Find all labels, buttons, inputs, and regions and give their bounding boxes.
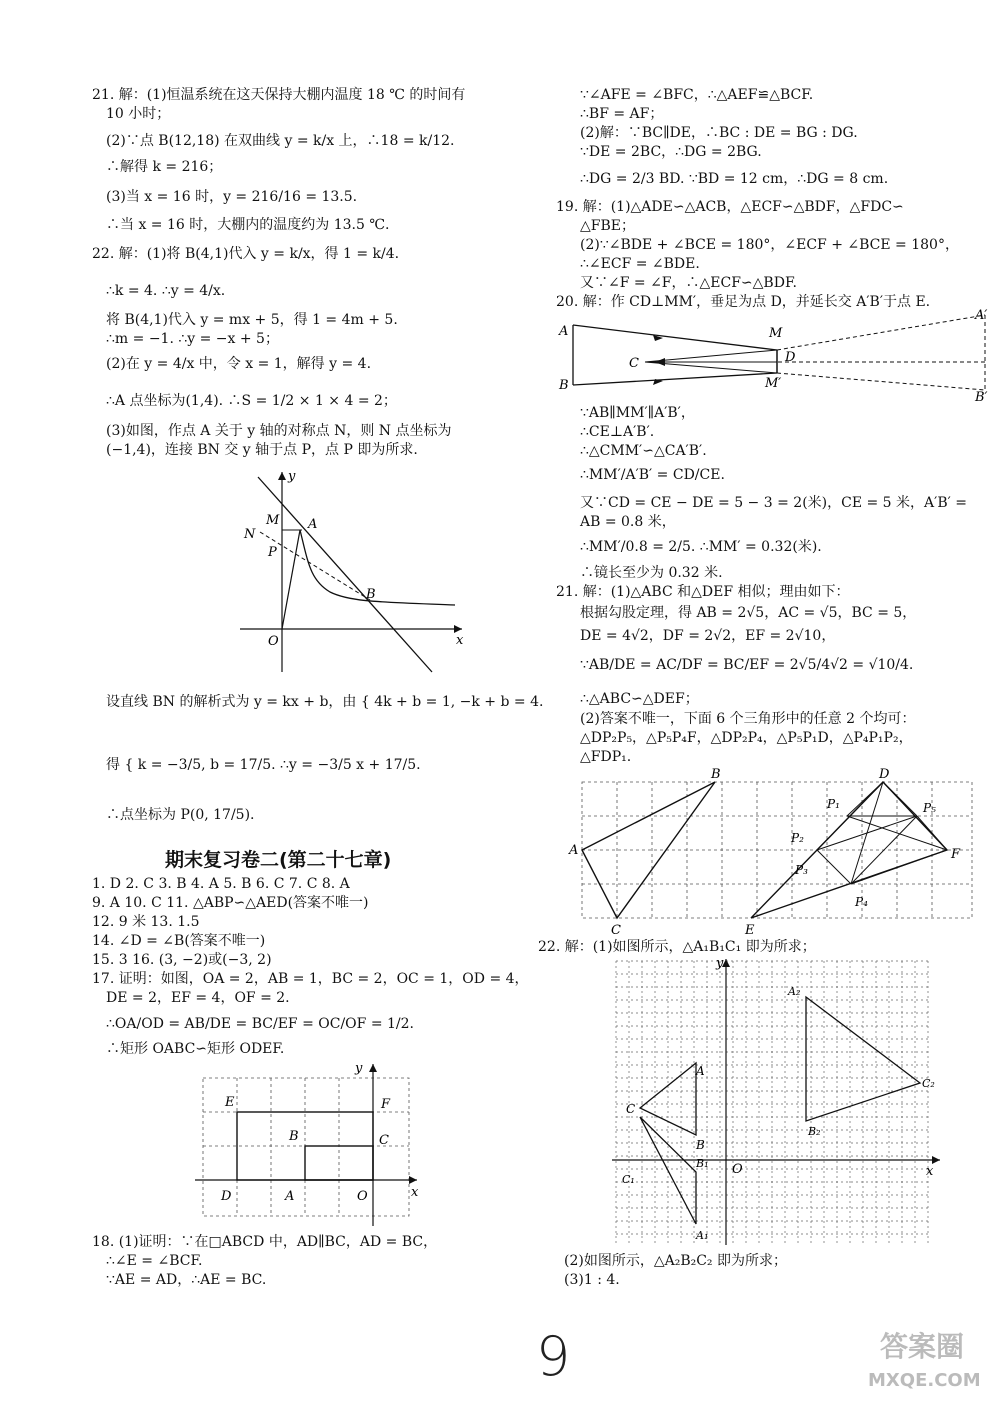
svg-text:D: D [221,1189,232,1204]
text-line: 22. 解：(1)将 B(4,1)代入 y = k/x，得 1 = k/4. [92,246,400,262]
text-line: 将 B(4,1)代入 y = mx + 5，得 1 = 4m + 5. [106,312,398,328]
svg-text:A₁: A₁ [696,1229,709,1242]
svg-text:B: B [289,1129,299,1144]
text-line: ∵AB∥MM′∥A′B′， [580,405,695,421]
svg-text:C: C [626,1102,636,1116]
text-line: ∴A 点坐标为(1,4). ∴S = 1/2 × 1 × 4 = 2； [106,393,397,409]
svg-text:C₂: C₂ [922,1077,935,1090]
answer-line: 14. ∠D = ∠B(答案不唯一) [92,933,266,949]
text-line: △DP₂P₅，△P₅P₄F，△DP₂P₄，△P₅P₁D，△P₄P₁P₂， [580,730,913,746]
svg-text:O: O [268,634,279,649]
rectangle-grid-figure [195,1058,435,1228]
text-line: ∴BF = AF； [580,106,664,122]
svg-text:F: F [381,1097,391,1112]
text-line: DE = 4√2，DF = 2√2，EF = 2√10， [580,628,836,644]
svg-text:A: A [559,324,569,339]
page-number: 9 [536,1325,571,1388]
svg-text:O: O [732,1162,743,1177]
svg-text:B: B [696,1138,705,1152]
svg-text:M′: M′ [765,376,782,391]
answer-line: ∴OA/OD = AB/DE = BC/EF = OC/OF = 1/2. [106,1016,414,1032]
answer-line: 12. 9 米 13. 1.5 [92,914,200,930]
svg-text:N: N [244,527,256,542]
svg-text:P₁: P₁ [827,797,840,811]
svg-text:A: A [696,1064,705,1078]
text-line: 得 { k = −3/5, b = 17/5. ∴y = −3/5 x + 17/5. [106,757,421,773]
svg-text:B₁: B₁ [696,1157,709,1170]
text-line: 19. 解：(1)△ADE∽△ACB，△ECF∽△BDF，△FDC∽ [556,199,904,215]
text-line: △FDP₁. [580,749,632,765]
similar-triangles-grid [565,768,980,943]
svg-text:M: M [769,326,783,341]
svg-text:P₃: P₃ [795,863,808,877]
svg-text:y: y [288,469,296,484]
text-line: AB = 0.8 米， [580,514,676,530]
svg-text:P₄: P₄ [855,895,868,909]
text-line: ∴解得 k = 216； [106,159,223,175]
text-line: ∴DG = 2/3 BD. ∵BD = 12 cm，∴DG = 8 cm. [580,171,889,187]
section-title: 期末复习卷二(第二十七章) [165,849,392,871]
answer-line: 9. A 10. C 11. △ABP∽△AED(答案不唯一) [92,895,369,911]
answer-line: ∴矩形 OABC∽矩形 ODEF. [106,1041,285,1057]
svg-text:A₂: A₂ [788,985,801,998]
answer-line: 15. 3 16. (3, −2)或(−3, 2) [92,952,272,968]
text-line: (2)在 y = 4/x 中，令 x = 1，解得 y = 4. [106,356,372,372]
text-line: ∴∠ECF = ∠BDE. [580,256,700,272]
text-line: 设直线 BN 的解析式为 y = kx + b，由 { 4k + b = 1, −k + b = 4. [106,694,544,710]
text-line: (−1,4)，连接 BN 交 y 轴于点 P，点 P 即为所求. [106,442,418,458]
svg-text:C₁: C₁ [622,1173,635,1186]
text-line: 又∵CD = CE − DE = 5 − 3 = 2(米)，CE = 5 米，A′B′ = [580,495,967,511]
svg-text:y: y [355,1061,363,1076]
text-line: (2)∵点 B(12,18) 在双曲线 y = k/x 上，∴18 = k/12. [106,133,455,149]
svg-text:x: x [411,1185,419,1200]
text-line: ∴△CMM′∽△CA′B′. [580,443,707,459]
answer-line: 17. 证明：如图，OA = 2，AB = 1，BC = 2，OC = 1，OD = 4， [92,971,529,987]
transformation-grid [610,955,945,1255]
svg-text:A′: A′ [975,308,988,323]
svg-text:F: F [951,847,961,862]
text-line: ∴m = −1. ∴y = −x + 5； [106,331,279,347]
svg-text:D: D [879,768,890,782]
text-line: (2)答案不唯一，下面 6 个三角形中的任意 2 个均可： [580,711,916,727]
svg-text:P₂: P₂ [791,831,804,845]
svg-text:B: B [559,378,569,393]
answer-line: DE = 2，EF = 4，OF = 2. [106,990,290,1006]
text-line: ∴∠E = ∠BCF. [106,1253,203,1269]
text-line: ∴当 x = 16 时，大棚内的温度约为 13.5 ℃. [106,217,390,233]
svg-text:B′: B′ [975,390,988,405]
svg-text:A: A [285,1189,295,1204]
svg-text:B₂: B₂ [808,1125,821,1138]
svg-text:C: C [379,1133,389,1148]
svg-text:y: y [716,956,724,971]
svg-text:x: x [456,633,464,648]
text-line: ∴点坐标为 P(0, 17/5). [106,807,255,823]
svg-text:P₅: P₅ [923,801,936,815]
text-line: ∵∠AFE = ∠BFC，∴△AEF≌△BCF. [580,87,814,103]
svg-text:E: E [745,923,755,938]
svg-text:x: x [926,1164,934,1179]
text-line: ∵DE = 2BC，∴DG = 2BG. [580,144,762,160]
text-line: ∴镜长至少为 0.32 米. [580,565,723,581]
text-line: (3)1 : 4. [564,1272,620,1288]
text-line: 又∵∠F = ∠F，∴△ECF∽△BDF. [580,275,797,291]
svg-text:P: P [268,545,277,560]
mirror-figure [555,305,995,405]
text-line: ∴CE⊥A′B′. [580,424,655,440]
text-line: (3)当 x = 16 时，y = 216/16 = 13.5. [106,189,358,205]
text-line: 21. 解：(1)恒温系统在这天保持大棚内温度 18 ℃ 的时间有 [92,87,466,103]
svg-text:E: E [225,1095,235,1110]
text-line: (3)如图，作点 A 关于 y 轴的对称点 N，则 N 点坐标为 [106,423,452,439]
text-line: ∴MM′/0.8 = 2/5. ∴MM′ = 0.32(米). [580,539,822,555]
text-line: △FBE； [580,218,635,234]
svg-text:O: O [357,1189,368,1204]
watermark-logo-text: 答案圈 [880,1330,965,1363]
text-line: 21. 解：(1)△ABC 和△DEF 相似；理由如下： [556,584,850,600]
hyperbola-graph [230,462,470,682]
text-line: 10 小时； [106,106,171,122]
text-line: ∵AB/DE = AC/DF = BC/EF = 2√5/4√2 = √10/4. [580,657,914,673]
text-line: (2)解：∵BC∥DE，∴BC : DE = BG : DG. [580,125,858,141]
text-line: ∵AE = AD，∴AE = BC. [106,1272,267,1288]
svg-text:B: B [366,587,376,602]
text-line: 22. 解：(1)如图所示，△A₁B₁C₁ 即为所求； [538,939,816,955]
text-line: ∴△ABC∽△DEF； [580,691,699,707]
text-line: 根据勾股定理，得 AB = 2√5，AC = √5，BC = 5， [580,605,917,621]
svg-text:A: A [308,517,318,532]
text-line: (2)如图所示，△A₂B₂C₂ 即为所求； [564,1253,787,1269]
svg-text:M: M [266,513,280,528]
svg-text:A: A [569,843,579,858]
text-line: 18. (1)证明：∵在□ABCD 中，AD∥BC，AD = BC， [92,1234,438,1250]
text-line: ∴MM′/A′B′ = CD/CE. [580,467,725,483]
svg-text:B: B [711,768,721,782]
answer-line: 1. D 2. C 3. B 4. A 5. B 6. C 7. C 8. A [92,876,350,892]
watermark-url: MXQE.COM [868,1370,981,1391]
text-line: ∴k = 4. ∴y = 4/x. [106,283,226,299]
text-line: 20. 解：作 CD⊥MM′，垂足为点 D，并延长交 A′B′于点 E. [556,294,931,310]
svg-text:D: D [785,350,796,365]
svg-text:C: C [611,923,621,938]
text-line: (2)∵∠BDE + ∠BCE = 180°，∠ECF + ∠BCE = 180°， [580,237,959,253]
svg-text:C: C [629,356,639,371]
